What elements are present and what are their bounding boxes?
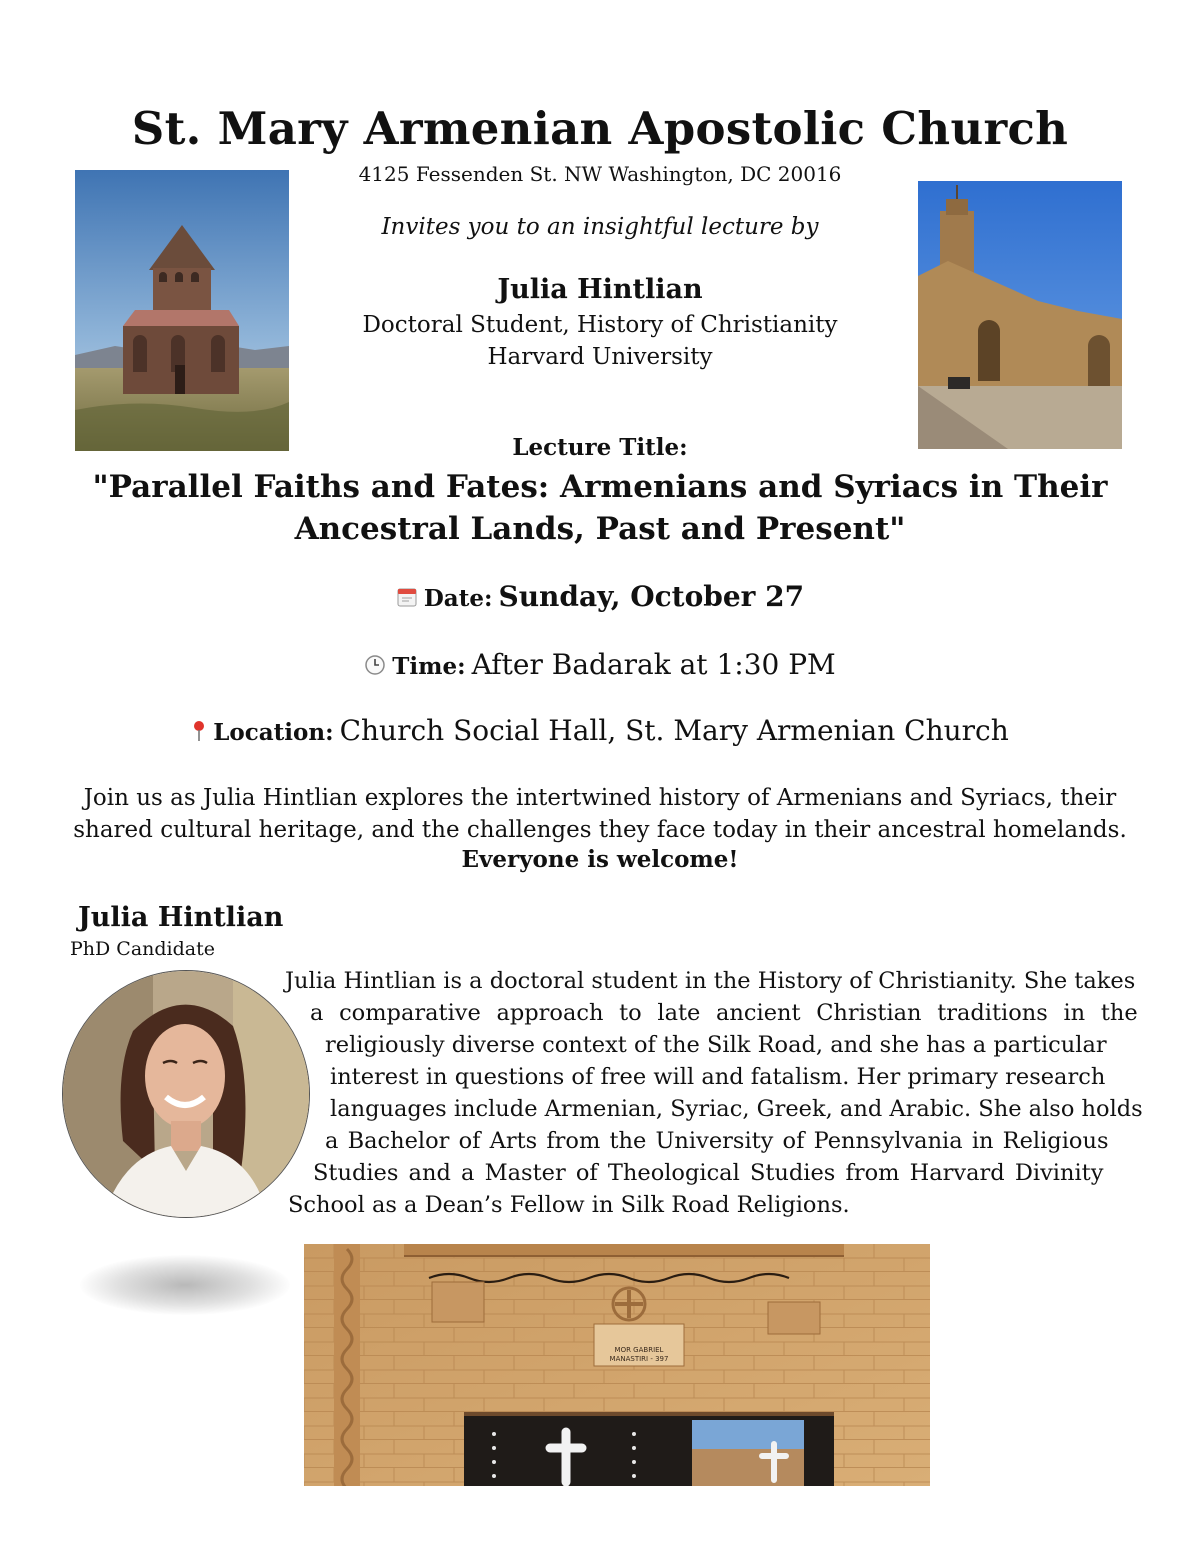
bio-title: PhD Candidate: [70, 938, 216, 960]
date-value: Sunday, October 27: [498, 580, 805, 613]
speaker-portrait: [62, 970, 310, 1218]
invite-text: Invites you to an insightful lecture by: [381, 214, 819, 240]
calendar-icon: [396, 586, 418, 608]
lecture-label: Lecture Title:: [512, 434, 688, 461]
bio-line: a comparative approach to late ancient Christian traditions in the: [310, 1000, 1138, 1026]
event-description: [0, 782, 1200, 846]
event-date: [0, 580, 1200, 613]
event-location: [0, 714, 1200, 747]
lecture-title-line1: "Parallel Faiths and Fates: Armenians and Syriacs in Their: [92, 469, 1108, 505]
welcome-text: Everyone is welcome!: [461, 846, 739, 873]
inscription-line1: MOR GABRIEL: [614, 1346, 664, 1354]
date-label: Date:: [423, 585, 493, 612]
bio-line: languages include Armenian, Syriac, Greek, and Arabic. She also holds: [330, 1096, 1143, 1122]
bio-line: Julia Hintlian is a doctoral student in the History of Christianity. She takes: [285, 968, 1136, 994]
bio-line: School as a Dean’s Fellow in Silk Road Religions.: [288, 1192, 850, 1218]
bio-line: interest in questions of free will and fatalism. Her primary research: [330, 1064, 1106, 1090]
church-name: St. Mary Armenian Apostolic Church: [131, 102, 1069, 155]
clock-icon: [364, 654, 386, 676]
time-value: After Badarak at 1:30 PM: [471, 648, 836, 681]
bio-line: religiously diverse context of the Silk Road, and she has a particular: [325, 1032, 1107, 1058]
lecture-title-line2: Ancestral Lands, Past and Present": [294, 511, 906, 547]
location-label: Location:: [213, 719, 334, 746]
lecture-title: [0, 466, 1200, 550]
bio-name: Julia Hintlian: [78, 902, 284, 933]
speaker-university: Harvard University: [487, 344, 713, 370]
church-address: 4125 Fessenden St. NW Washington, DC 20016: [358, 162, 842, 186]
pin-icon: [191, 720, 207, 742]
speaker-role: Doctoral Student, History of Christianity: [362, 312, 838, 338]
description-line1: Join us as Julia Hintlian explores the intertwined history of Armenians and Syriacs, their: [83, 785, 1117, 811]
description-line2: shared cultural heritage, and the challenges they face today in their ancestral homelands.: [73, 817, 1127, 843]
armenian-church-photo: [75, 170, 289, 451]
bio-text: [285, 965, 1143, 1221]
bio-line: Studies and a Master of Theological Studies from Harvard Divinity: [313, 1160, 1104, 1186]
speaker-name: Julia Hintlian: [497, 274, 703, 305]
time-label: Time:: [392, 653, 466, 680]
inscription-line2: MANASTIRI - 397: [609, 1355, 669, 1363]
event-time: [0, 648, 1200, 681]
bio-line: a Bachelor of Arts from the University of Pennsylvania in Religious: [325, 1128, 1109, 1154]
location-value: Church Social Hall, St. Mary Armenian Church: [339, 714, 1009, 747]
shadow-decoration: [80, 1255, 290, 1315]
monastery-doorway-photo: [304, 1244, 930, 1486]
